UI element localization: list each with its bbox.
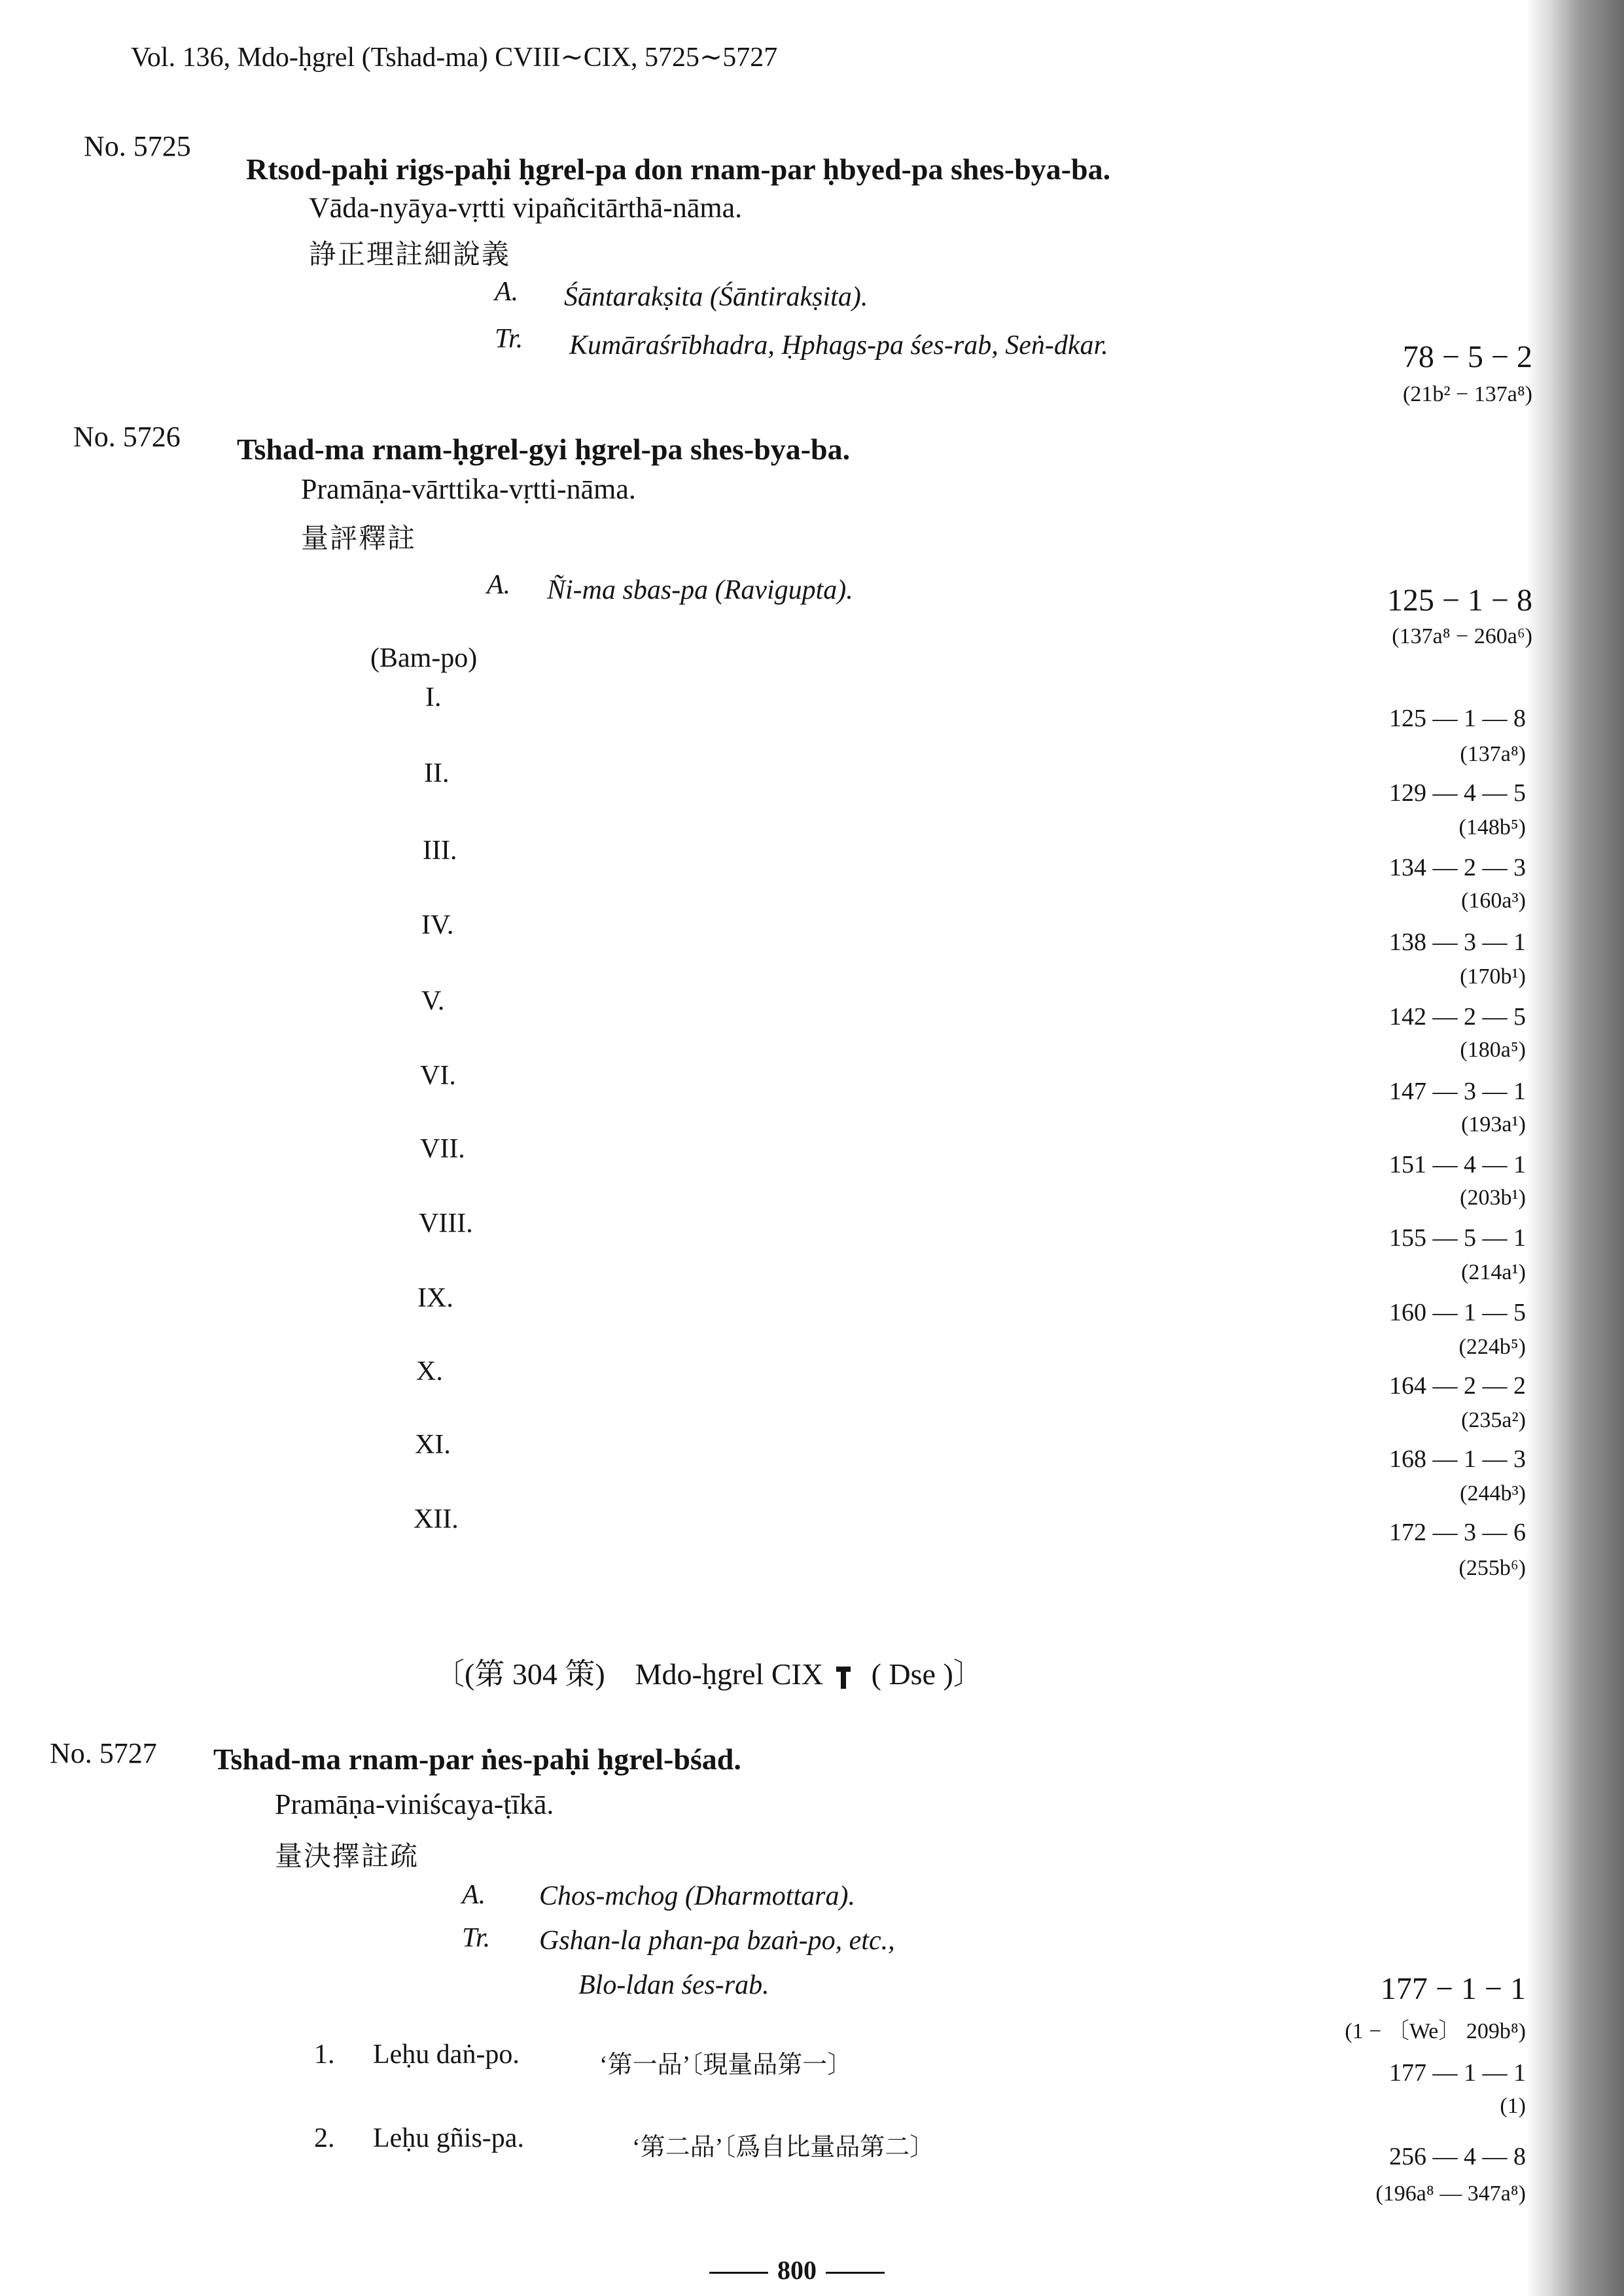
sanskrit-title: Pramāṇa-vārttika-vṛtti-nāma. (301, 473, 636, 505)
translator-label: Tr. (462, 1923, 491, 1953)
bampo-number: III. (423, 836, 457, 866)
reference-number: 125 − 1 − 8 (1386, 583, 1532, 618)
bampo-number: X. (416, 1356, 443, 1386)
bampo-number: XII. (414, 1504, 459, 1534)
bampo-reference: 129 — 4 — 5 (1389, 779, 1526, 807)
reference-number: 78 − 5 − 2 (1402, 340, 1532, 374)
bampo-reference: 142 — 2 — 5 (1389, 1003, 1526, 1031)
entry-title: Tshad-ma rnam-par ṅes-paḥi ḥgrel-bśad. (213, 1742, 741, 1776)
bampo-reference: 155 — 5 — 1 (1389, 1224, 1526, 1252)
bampo-number: V. (421, 986, 445, 1016)
section-volume: 〔(第 304 策) (434, 1657, 605, 1691)
sanskrit-title: Vāda-nyāya-vṛtti vipañcitārthā-nāma. (309, 192, 743, 224)
bampo-reference: 160 — 1 — 5 (1389, 1299, 1526, 1326)
entry-number: No. 5726 (73, 421, 181, 453)
author: Ñi-ma sbas-pa (Ravigupta). (547, 575, 853, 605)
bampo-reference: 134 — 2 — 3 (1389, 854, 1526, 881)
translator: Kumāraśrībhadra, Ḥphags-pa śes-rab, Seṅ-dkar. (569, 330, 1108, 361)
section-latin: ( Dse )〕 (871, 1657, 983, 1691)
author-label: A. (462, 1880, 486, 1910)
bampo-folio: (180a⁵) (1460, 1038, 1526, 1062)
bampo-number: IV. (421, 910, 454, 940)
bampo-number: VII. (420, 1134, 465, 1164)
chapter-chinese: ‘第二品’〔爲自比量品第二〕 (632, 2134, 935, 2161)
translator-line-1: Gshan-la phan-pa bzaṅ-po, etc., (539, 1926, 895, 1956)
chapter-number: 1. (314, 2040, 335, 2070)
page-number: 800 (777, 2255, 817, 2285)
running-header: Vol. 136, Mdo-ḥgrel (Tshad-ma) CVIII∼CIX, 5725∼5727 (131, 43, 778, 73)
folio-range: (21b² − 137a⁸) (1403, 382, 1532, 406)
bampo-label: (Bam-po) (370, 643, 478, 673)
folio-range: (1 − 〔We〕 209b⁸) (1345, 2019, 1526, 2043)
bampo-number: VI. (420, 1061, 456, 1091)
entry-title: Tshad-ma rnam-ḥgrel-gyi ḥgrel-pa shes-bya-ba. (237, 433, 851, 466)
translator-line-2: Blo-ldan śes-rab. (578, 1970, 769, 2000)
bampo-folio: (203b¹) (1460, 1186, 1526, 1210)
bampo-folio: (193a¹) (1461, 1112, 1526, 1137)
author: Śāntarakṣita (Śāntirakṣita). (564, 282, 868, 312)
chapter-tibetan: Leḥu gñis-pa. (373, 2123, 524, 2153)
entry-number: No. 5725 (84, 130, 191, 162)
chapter-folio: (196a⁸ — 347a⁸) (1375, 2181, 1526, 2206)
bampo-folio: (235a²) (1461, 1408, 1526, 1432)
chapter-reference: 177 — 1 — 1 (1389, 2059, 1526, 2087)
bampo-folio: (148b⁵) (1458, 815, 1526, 839)
bampo-reference: 164 — 2 — 2 (1389, 1372, 1526, 1400)
bampo-folio: (170b¹) (1460, 964, 1526, 989)
bampo-number: XI. (415, 1430, 451, 1460)
bampo-folio: (255b⁶) (1458, 1556, 1526, 1580)
section-heading (434, 1650, 983, 1693)
bampo-folio: (214a¹) (1461, 1260, 1526, 1284)
footer-rule-left (709, 2272, 768, 2274)
chapter-number: 2. (314, 2123, 335, 2153)
page-edge-shadow (1526, 0, 1624, 2296)
bampo-number: IX. (417, 1283, 453, 1313)
author: Chos-mchog (Dharmottara). (539, 1881, 855, 1911)
bampo-reference: 125 — 1 — 8 (1389, 705, 1526, 732)
footer-rule-right (826, 2272, 885, 2274)
chinese-title: 量評釋註 (301, 524, 417, 554)
bampo-folio: (137a⁸) (1460, 742, 1526, 766)
chapter-folio: (1) (1500, 2094, 1526, 2118)
tibetan-letter-dze (835, 1664, 852, 1690)
folio-range: (137a⁸ − 260a⁶) (1392, 624, 1532, 648)
bampo-folio: (160a³) (1461, 889, 1526, 913)
entry-title: Rtsod-paḥi rigs-paḥi ḥgrel-pa don rnam-par ḥbyed-pa shes-bya-ba. (246, 152, 1111, 186)
author-label: A. (487, 570, 511, 600)
author-label: A. (495, 277, 519, 307)
bampo-reference: 172 — 3 — 6 (1389, 1519, 1526, 1546)
entry-number: No. 5727 (50, 1737, 157, 1769)
chapter-tibetan: Leḥu daṅ-po. (373, 2040, 520, 2070)
bampo-reference: 147 — 3 — 1 (1389, 1078, 1526, 1105)
bampo-reference: 138 — 3 — 1 (1389, 928, 1526, 956)
bampo-reference: 151 — 4 — 1 (1389, 1151, 1526, 1178)
bampo-number: VIII. (419, 1209, 473, 1239)
bampo-number: II. (424, 758, 450, 788)
page-footer (700, 2255, 894, 2286)
sanskrit-title: Pramāṇa-viniścaya-ṭīkā. (275, 1788, 554, 1820)
bampo-reference: 168 — 1 — 3 (1389, 1445, 1526, 1473)
bampo-folio: (224b⁵) (1458, 1335, 1526, 1359)
chinese-title: 諍正理註細說義 (309, 240, 511, 270)
section-title: Mdo-ḥgrel CIX (635, 1657, 824, 1691)
translator-label: Tr. (495, 324, 523, 354)
reference-number: 177 − 1 − 1 (1380, 1971, 1526, 2006)
bampo-folio: (244b³) (1460, 1481, 1526, 1506)
chapter-reference: 256 — 4 — 8 (1389, 2143, 1526, 2170)
bampo-number: I. (425, 682, 442, 713)
chapter-chinese: ‘第一品’〔現量品第一〕 (599, 2051, 853, 2079)
chinese-title: 量決擇註疏 (275, 1842, 419, 1872)
